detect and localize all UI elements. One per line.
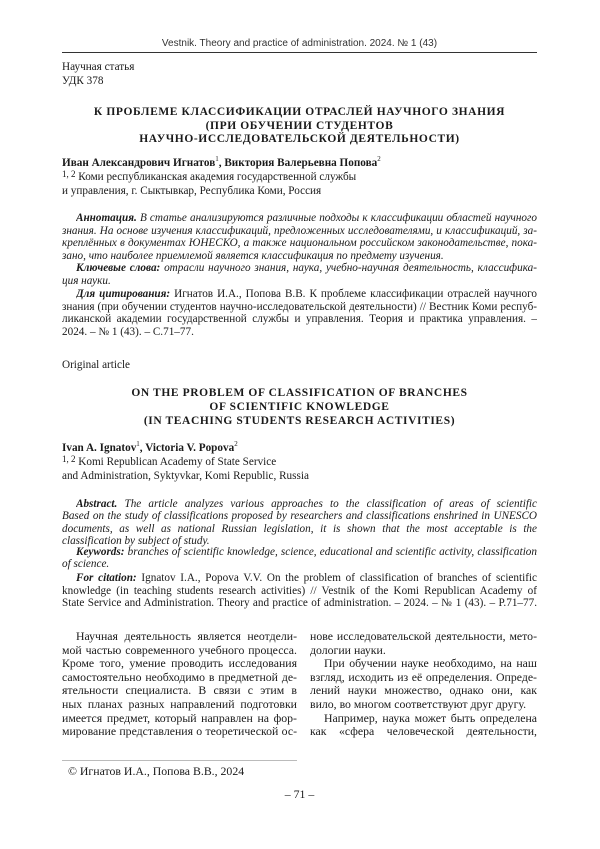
udc-code: УДК 378: [62, 74, 362, 88]
author-sup: 2: [377, 156, 381, 163]
en-citation-line: knowledge (in teaching students research activities) // Vestnik of the Komi Republican Academy of: [62, 584, 537, 598]
body-left-line: Научная деятельность является неотдели-: [76, 629, 297, 643]
body-left-line: ных планах разных направлений подготовки: [62, 697, 297, 711]
affiliation-text: Komi Republican Academy of State Service: [78, 456, 276, 468]
en-title-line: OF SCIENTIFIC KNOWLEDGE: [62, 400, 537, 414]
en-keywords-line: of science.: [62, 557, 537, 571]
block-text: отрасли научного знания, наука, учебно-научная деятельность, классифика-: [164, 262, 537, 274]
ru-title-line: К ПРОБЛЕМЕ КЛАССИФИКАЦИИ ОТРАСЛЕЙ НАУЧНОГО ЗНАНИЯ: [62, 105, 537, 119]
en-abstract-line: classification by subject of study.: [62, 534, 537, 548]
footnote-rule: [62, 760, 297, 761]
ru-title-line: (ПРИ ОБУЧЕНИИ СТУДЕНТОВ: [62, 119, 537, 133]
header-rule: [62, 52, 537, 53]
running-header: Vestnik. Theory and practice of administration. 2024. № 1 (43): [62, 37, 537, 51]
block-label: Аннотация.: [76, 212, 137, 224]
block-label: Для цитирования:: [76, 288, 170, 300]
ru-article-type: Научная статья: [62, 60, 362, 74]
body-left-line: Кроме того, умение проводить исследования: [62, 656, 297, 670]
block-text: branches of scientific knowledge, science, educational and scientific activity, classification: [128, 546, 537, 558]
ru-keywords-line: ция науки.: [62, 274, 537, 288]
body-left-line: мой частью современного учебного процесса.: [62, 643, 297, 657]
ru-affiliation-line: и управления, г. Сыктывкар, Республика Коми, Россия: [62, 184, 537, 198]
author-sup: 2: [234, 441, 238, 448]
author-sup: 1: [215, 156, 219, 163]
author-name: Иван Александрович Игнатов: [62, 157, 215, 169]
ru-abstract-line: знания. На основе изучения классификаций, предложенных исследователями, и классификаций, за-: [62, 224, 537, 238]
ru-authors: Иван Александрович Игнатов1, Виктория Валерьевна Попова2: [62, 156, 537, 170]
body-right-line: При обучении науке необходимо, на наш: [324, 656, 537, 670]
en-abstract-line: Based on the study of classifications proposed by researchers and classifications enshrined in UNESCO: [62, 509, 537, 523]
ru-affiliation-line: [62, 170, 537, 184]
ru-citation-line: 2024. – № 1 (43). – С.71–77.: [62, 325, 537, 339]
body-right-line: дологии науки.: [310, 643, 537, 657]
body-right-line: лений науки множество, однако они, как: [310, 683, 537, 697]
en-title-line: (IN TEACHING STUDENTS RESEARCH ACTIVITIES): [62, 414, 537, 428]
copyright-footnote: © Игнатов И.А., Попова В.В., 2024: [68, 764, 368, 778]
en-affiliation-line: [62, 455, 537, 469]
en-citation-line: State Service and Administration. Theory and practice of administration. – 2024. – № 1 (43). – P.71–77.: [62, 596, 537, 610]
body-right-line: нове исследовательской деятельности, мето-: [310, 629, 537, 643]
ru-title-line: НАУЧНО-ИССЛЕДОВАТЕЛЬСКОЙ ДЕЯТЕЛЬНОСТИ): [62, 132, 537, 146]
block-label: Abstract.: [76, 498, 117, 510]
author-name: Victoria V. Popova: [145, 442, 234, 454]
en-affiliation-line: and Administration, Syktyvkar, Komi Republic, Russia: [62, 469, 537, 483]
affiliation-sup: 1, 2: [62, 455, 76, 464]
ru-citation-line: знания (при обучении студентов научно-исследовательской деятельности) // Вестник Коми респуб-: [62, 300, 537, 314]
ru-citation-line: ликанской академии государственной службы и управления. Теория и практика управления. –: [62, 312, 537, 326]
en-article-type: Original article: [62, 358, 362, 372]
ru-abstract-line: креплённых в документах ЮНЕСКО, а также национальном российском законодательстве, пока-: [62, 236, 537, 250]
body-right-line: как «сфера человеческой деятельности,: [310, 724, 537, 738]
body-right-line: Например, наука может быть определена: [324, 711, 537, 725]
block-text: The article analyzes various approaches to the classification of areas of scientific: [76, 498, 537, 511]
block-label: Ключевые слова:: [76, 262, 160, 274]
page-number: – 71 –: [62, 787, 537, 801]
affiliation-text: Коми республиканская академия государственной службы: [78, 171, 356, 183]
block-label: Keywords:: [76, 546, 124, 558]
block-text: Игнатов И.А., Попова В.В. К проблеме классификации отраслей научного: [174, 288, 537, 300]
block-text: Ignatov I.A., Popova V.V. On the problem of classification of branches of scientific: [141, 572, 537, 584]
body-left-line: ятельности специалиста. В связи с этим в: [62, 683, 297, 697]
body-right-line: вило, во многом соответствуют друг другу.: [310, 697, 537, 711]
block-label: For citation:: [76, 572, 137, 584]
author-sup: 1: [136, 441, 140, 448]
body-left-line: мирование представления о теоретической ос-: [62, 724, 297, 738]
block-text: В статье анализируются различные подходы к классификации областей научного: [140, 212, 537, 224]
author-name: Виктория Валерьевна Попова: [224, 157, 377, 169]
body-right-line: взгляд, исходить из её определения. Опреде-: [310, 670, 537, 684]
body-left-line: самостоятельно необходимо в предметной де-: [62, 670, 297, 684]
body-left-line: имеется предмет, который направлен на фор-: [62, 711, 297, 725]
en-authors: Ivan A. Ignatov1, Victoria V. Popova2: [62, 441, 537, 455]
affiliation-sup: 1, 2: [62, 170, 76, 179]
author-name: Ivan A. Ignatov: [62, 442, 136, 454]
en-title-line: ON THE PROBLEM OF CLASSIFICATION OF BRANCHES: [62, 386, 537, 400]
en-abstract-line: documents, as well as national Russian legislation, it is shown that the most acceptable is the: [62, 522, 537, 536]
ru-abstract-line: зано, что наиболее приемлемой является классификация по предмету изучения.: [62, 249, 537, 263]
